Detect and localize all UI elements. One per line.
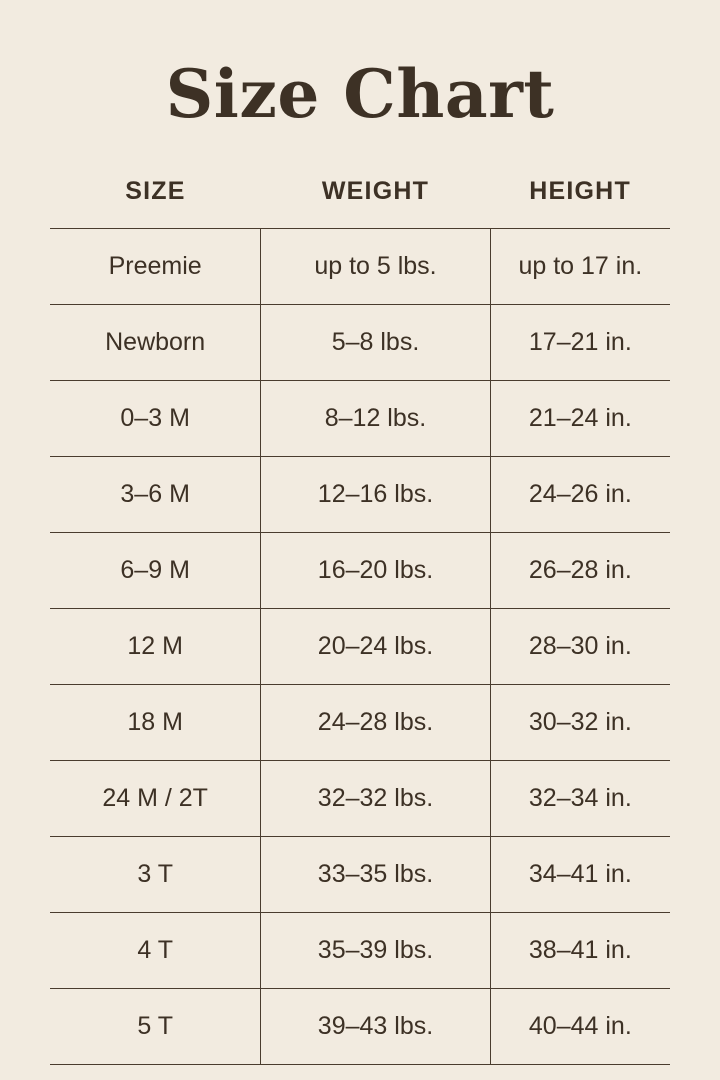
cell-size: Newborn [50, 304, 261, 380]
size-chart-table-wrapper [50, 177, 670, 1065]
cell-weight: up to 5 lbs. [261, 228, 490, 304]
cell-weight: 39–43 lbs. [261, 988, 490, 1064]
cell-weight: 32–32 lbs. [261, 760, 490, 836]
table-row [50, 836, 670, 912]
cell-height: 28–30 in. [490, 608, 670, 684]
table-header [50, 177, 670, 229]
cell-height: 30–32 in. [490, 684, 670, 760]
cell-height: up to 17 in. [490, 228, 670, 304]
cell-size: 5 T [50, 988, 261, 1064]
cell-size: 18 M [50, 684, 261, 760]
cell-size: 3–6 M [50, 456, 261, 532]
table-row [50, 380, 670, 456]
table-row [50, 912, 670, 988]
cell-height: 17–21 in. [490, 304, 670, 380]
table-row [50, 988, 670, 1064]
cell-size: 3 T [50, 836, 261, 912]
cell-size: 6–9 M [50, 532, 261, 608]
cell-height: 38–41 in. [490, 912, 670, 988]
cell-weight: 12–16 lbs. [261, 456, 490, 532]
table-header-row [50, 177, 670, 229]
cell-height: 26–28 in. [490, 532, 670, 608]
table-row [50, 456, 670, 532]
cell-height: 34–41 in. [490, 836, 670, 912]
table-row [50, 608, 670, 684]
cell-weight: 5–8 lbs. [261, 304, 490, 380]
column-header-height: HEIGHT [529, 176, 631, 205]
cell-height: 21–24 in. [490, 380, 670, 456]
cell-height: 32–34 in. [490, 760, 670, 836]
cell-weight: 24–28 lbs. [261, 684, 490, 760]
cell-weight: 20–24 lbs. [261, 608, 490, 684]
table-body [50, 228, 670, 1064]
table-row [50, 532, 670, 608]
cell-size: Preemie [50, 228, 261, 304]
cell-weight: 35–39 lbs. [261, 912, 490, 988]
column-header-weight: WEIGHT [321, 176, 430, 205]
cell-weight: 16–20 lbs. [261, 532, 490, 608]
cell-size: 4 T [50, 912, 261, 988]
cell-weight: 8–12 lbs. [261, 380, 490, 456]
cell-size: 24 M / 2T [50, 760, 261, 836]
table-row [50, 684, 670, 760]
page-title: Size Chart [165, 55, 555, 133]
table-row [50, 304, 670, 380]
table-row [50, 760, 670, 836]
cell-size: 12 M [50, 608, 261, 684]
cell-height: 40–44 in. [490, 988, 670, 1064]
size-chart-table [50, 177, 670, 1065]
cell-size: 0–3 M [50, 380, 261, 456]
column-header-size: SIZE [125, 176, 186, 205]
cell-height: 24–26 in. [490, 456, 670, 532]
cell-weight: 33–35 lbs. [261, 836, 490, 912]
table-row [50, 228, 670, 304]
